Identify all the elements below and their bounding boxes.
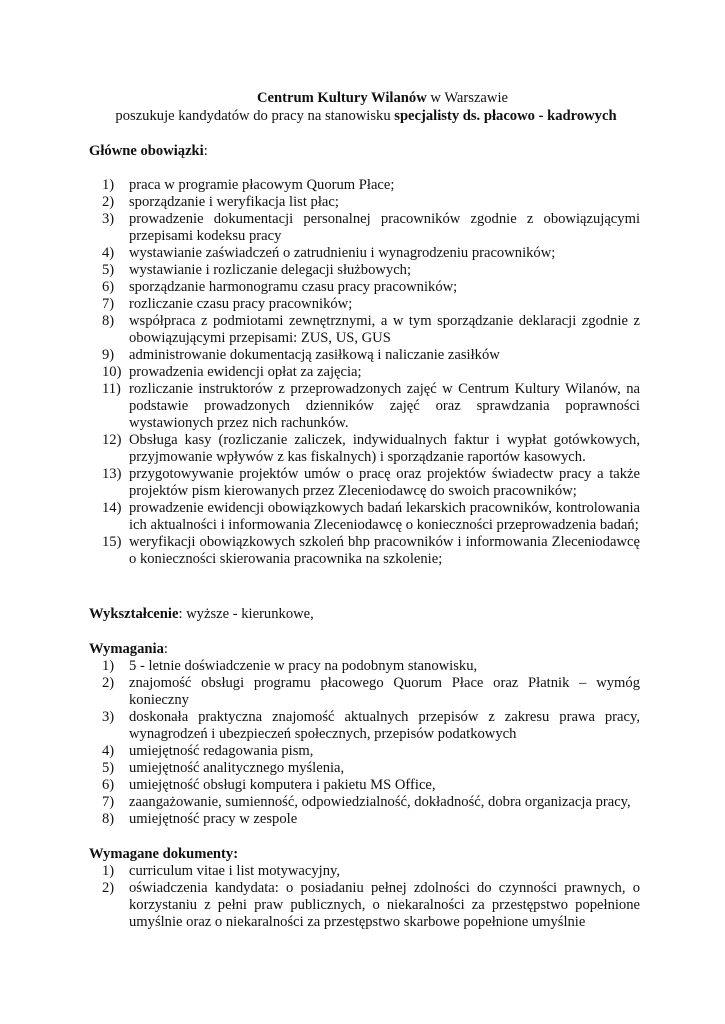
list-item-number: 1) [102, 177, 115, 193]
list-item-text: przygotowywanie projektów umów o pracę oraz projektów świadectw pracy a także projektów pism kierowanych przez Zleceniodawcę do swoich pracowników; [129, 466, 640, 499]
list-item [89, 880, 640, 931]
list-item-text: weryfikacji obowiązkowych szkoleń bhp pracowników i informowania Zleceniodawcę o konieczności skierowania pracownika na szkolenie; [129, 534, 640, 567]
list-item-text: prowadzenie dokumentacji personalnej pracowników zgodnie z obowiązującymi przepisami kodeksu pracy [129, 211, 640, 244]
list-item [89, 211, 640, 245]
list-item [89, 279, 640, 296]
list-item-number: 13) [102, 466, 122, 482]
list-item-text: rozliczanie czasu pracy pracowników; [129, 296, 353, 312]
organization-name: Centrum Kultury Wilanów [257, 90, 427, 106]
list-item-number: 8) [102, 313, 115, 329]
list-item-text: sporządzanie harmonogramu czasu pracy pracowników; [129, 279, 458, 295]
list-item [89, 709, 640, 743]
list-item-number: 6) [102, 279, 115, 295]
list-item [89, 743, 640, 760]
list-item-number: 14) [102, 500, 122, 516]
list-item-number: 10) [102, 364, 122, 380]
header-intro: poszukuje kandydatów do pracy na stanowisku [115, 108, 395, 124]
list-item-text: praca w programie płacowym Quorum Płace; [129, 177, 395, 193]
list-item [89, 347, 640, 364]
list-item [89, 381, 640, 432]
list-item [89, 760, 640, 777]
duties-heading: Główne obowiązki: [89, 143, 208, 159]
list-item-number: 8) [102, 811, 115, 827]
list-item [89, 296, 640, 313]
list-item [89, 794, 640, 811]
list-item [89, 262, 640, 279]
list-item-text: wystawianie i rozliczanie delegacji służbowych; [129, 262, 412, 278]
list-item-text: oświadczenia kandydata: o posiadaniu pełnej zdolności do czynności prawnych, o korzystaniu z pełni praw publicznych, o niekaralności za przestępstwo popełnione umyślnie oraz o niekaralności za przestępstwo skarbowe popełnione umyślnie [129, 880, 640, 930]
education-value: : wyższe - kierunkowe, [178, 606, 314, 622]
list-item-number: 11) [102, 381, 121, 397]
list-item-text: prowadzenia ewidencji opłat za zajęcia; [129, 364, 362, 380]
list-item-text: prowadzenie ewidencji obowiązkowych badań lekarskich pracowników, kontrolowania ich aktualności i informowania Zleceniodawcę o konieczności przeprowadzenia badań; [129, 500, 640, 533]
education-line [89, 606, 640, 623]
list-item [89, 658, 640, 675]
list-item-text: umiejętność redagowania pism, [129, 743, 314, 759]
list-item-text: Obsługa kasy (rozliczanie zaliczek, indywidualnych faktur i wypłat gotówkowych, przyjmowanie wpływów z kas fiskalnych) i sporządzanie raportów kasowych. [129, 432, 640, 465]
list-item-number: 15) [102, 534, 122, 550]
requirements-heading: Wymagania: [89, 641, 168, 657]
list-item-number: 3) [102, 211, 115, 227]
list-item-number: 1) [102, 863, 115, 879]
list-item [89, 194, 640, 211]
list-item-number: 9) [102, 347, 115, 363]
list-item [89, 777, 640, 794]
list-item-text: administrowanie dokumentacją zasiłkową i naliczanie zasiłków [129, 347, 500, 363]
list-item [89, 534, 640, 568]
posting-header [89, 89, 640, 125]
list-item-number: 4) [102, 743, 115, 759]
list-item-number: 7) [102, 794, 115, 810]
list-item-number: 5) [102, 262, 115, 278]
list-item-text: zaangażowanie, sumienność, odpowiedzialność, dokładność, dobra organizacja pracy, [129, 794, 631, 810]
list-item-text: sporządzanie i weryfikacja list płac; [129, 194, 339, 210]
list-item-text: umiejętność analitycznego myślenia, [129, 760, 345, 776]
list-item-text: umiejętność pracy w zespole [129, 811, 298, 827]
header-line-position [83, 107, 649, 125]
documents-heading: Wymagane dokumenty: [89, 846, 239, 862]
list-item-text: wystawianie zaświadczeń o zatrudnieniu i wynagrodzeniu pracowników; [129, 245, 556, 261]
list-item [89, 863, 640, 880]
list-item-number: 2) [102, 880, 115, 896]
job-posting-document [89, 89, 640, 931]
list-item [89, 811, 640, 828]
list-item-text: curriculum vitae i list motywacyjny, [129, 863, 341, 879]
organization-city: w Warszawie [426, 90, 508, 106]
list-item-text: współpraca z podmiotami zewnętrznymi, a w tym sporządzanie deklaracji zgodnie z obowiązującymi przepisami: ZUS, US, GUS [129, 313, 640, 346]
documents-list [89, 863, 640, 931]
list-item-number: 5) [102, 760, 115, 776]
list-item [89, 432, 640, 466]
education-label: Wykształcenie [89, 606, 179, 622]
list-item [89, 466, 640, 500]
position-title: specjalisty ds. płacowo - kadrowych [394, 108, 617, 124]
list-item-text: rozliczanie instruktorów z przeprowadzonych zajęć w Centrum Kultury Wilanów, na podstawie prowadzonych dzienników zajęć oraz sprawdzania poprawności wystawionych przez nich rachunków. [129, 381, 640, 431]
list-item [89, 313, 640, 347]
list-item-text: 5 - letnie doświadczenie w pracy na podobnym stanowisku, [129, 658, 478, 674]
list-item [89, 177, 640, 194]
list-item-text: znajomość obsługi programu płacowego Quorum Płace oraz Płatnik – wymóg konieczny [129, 675, 640, 708]
list-item-number: 2) [102, 675, 115, 691]
header-line-org [125, 89, 640, 107]
list-item [89, 364, 640, 381]
list-item-text: umiejętność obsługi komputera i pakietu MS Office, [129, 777, 436, 793]
list-item-number: 7) [102, 296, 115, 312]
list-item-number: 1) [102, 658, 115, 674]
list-item-number: 2) [102, 194, 115, 210]
list-item [89, 500, 640, 534]
list-item [89, 245, 640, 262]
list-item-number: 4) [102, 245, 115, 261]
duties-list [89, 177, 640, 568]
list-item-number: 3) [102, 709, 115, 725]
requirements-list [89, 658, 640, 828]
list-item-number: 12) [102, 432, 122, 448]
list-item-text: doskonała praktyczna znajomość aktualnych przepisów z zakresu prawa pracy, wynagrodzeń i ubezpieczeń społecznych, przepisów podatkowych [129, 709, 640, 742]
list-item [89, 675, 640, 709]
list-item-number: 6) [102, 777, 115, 793]
